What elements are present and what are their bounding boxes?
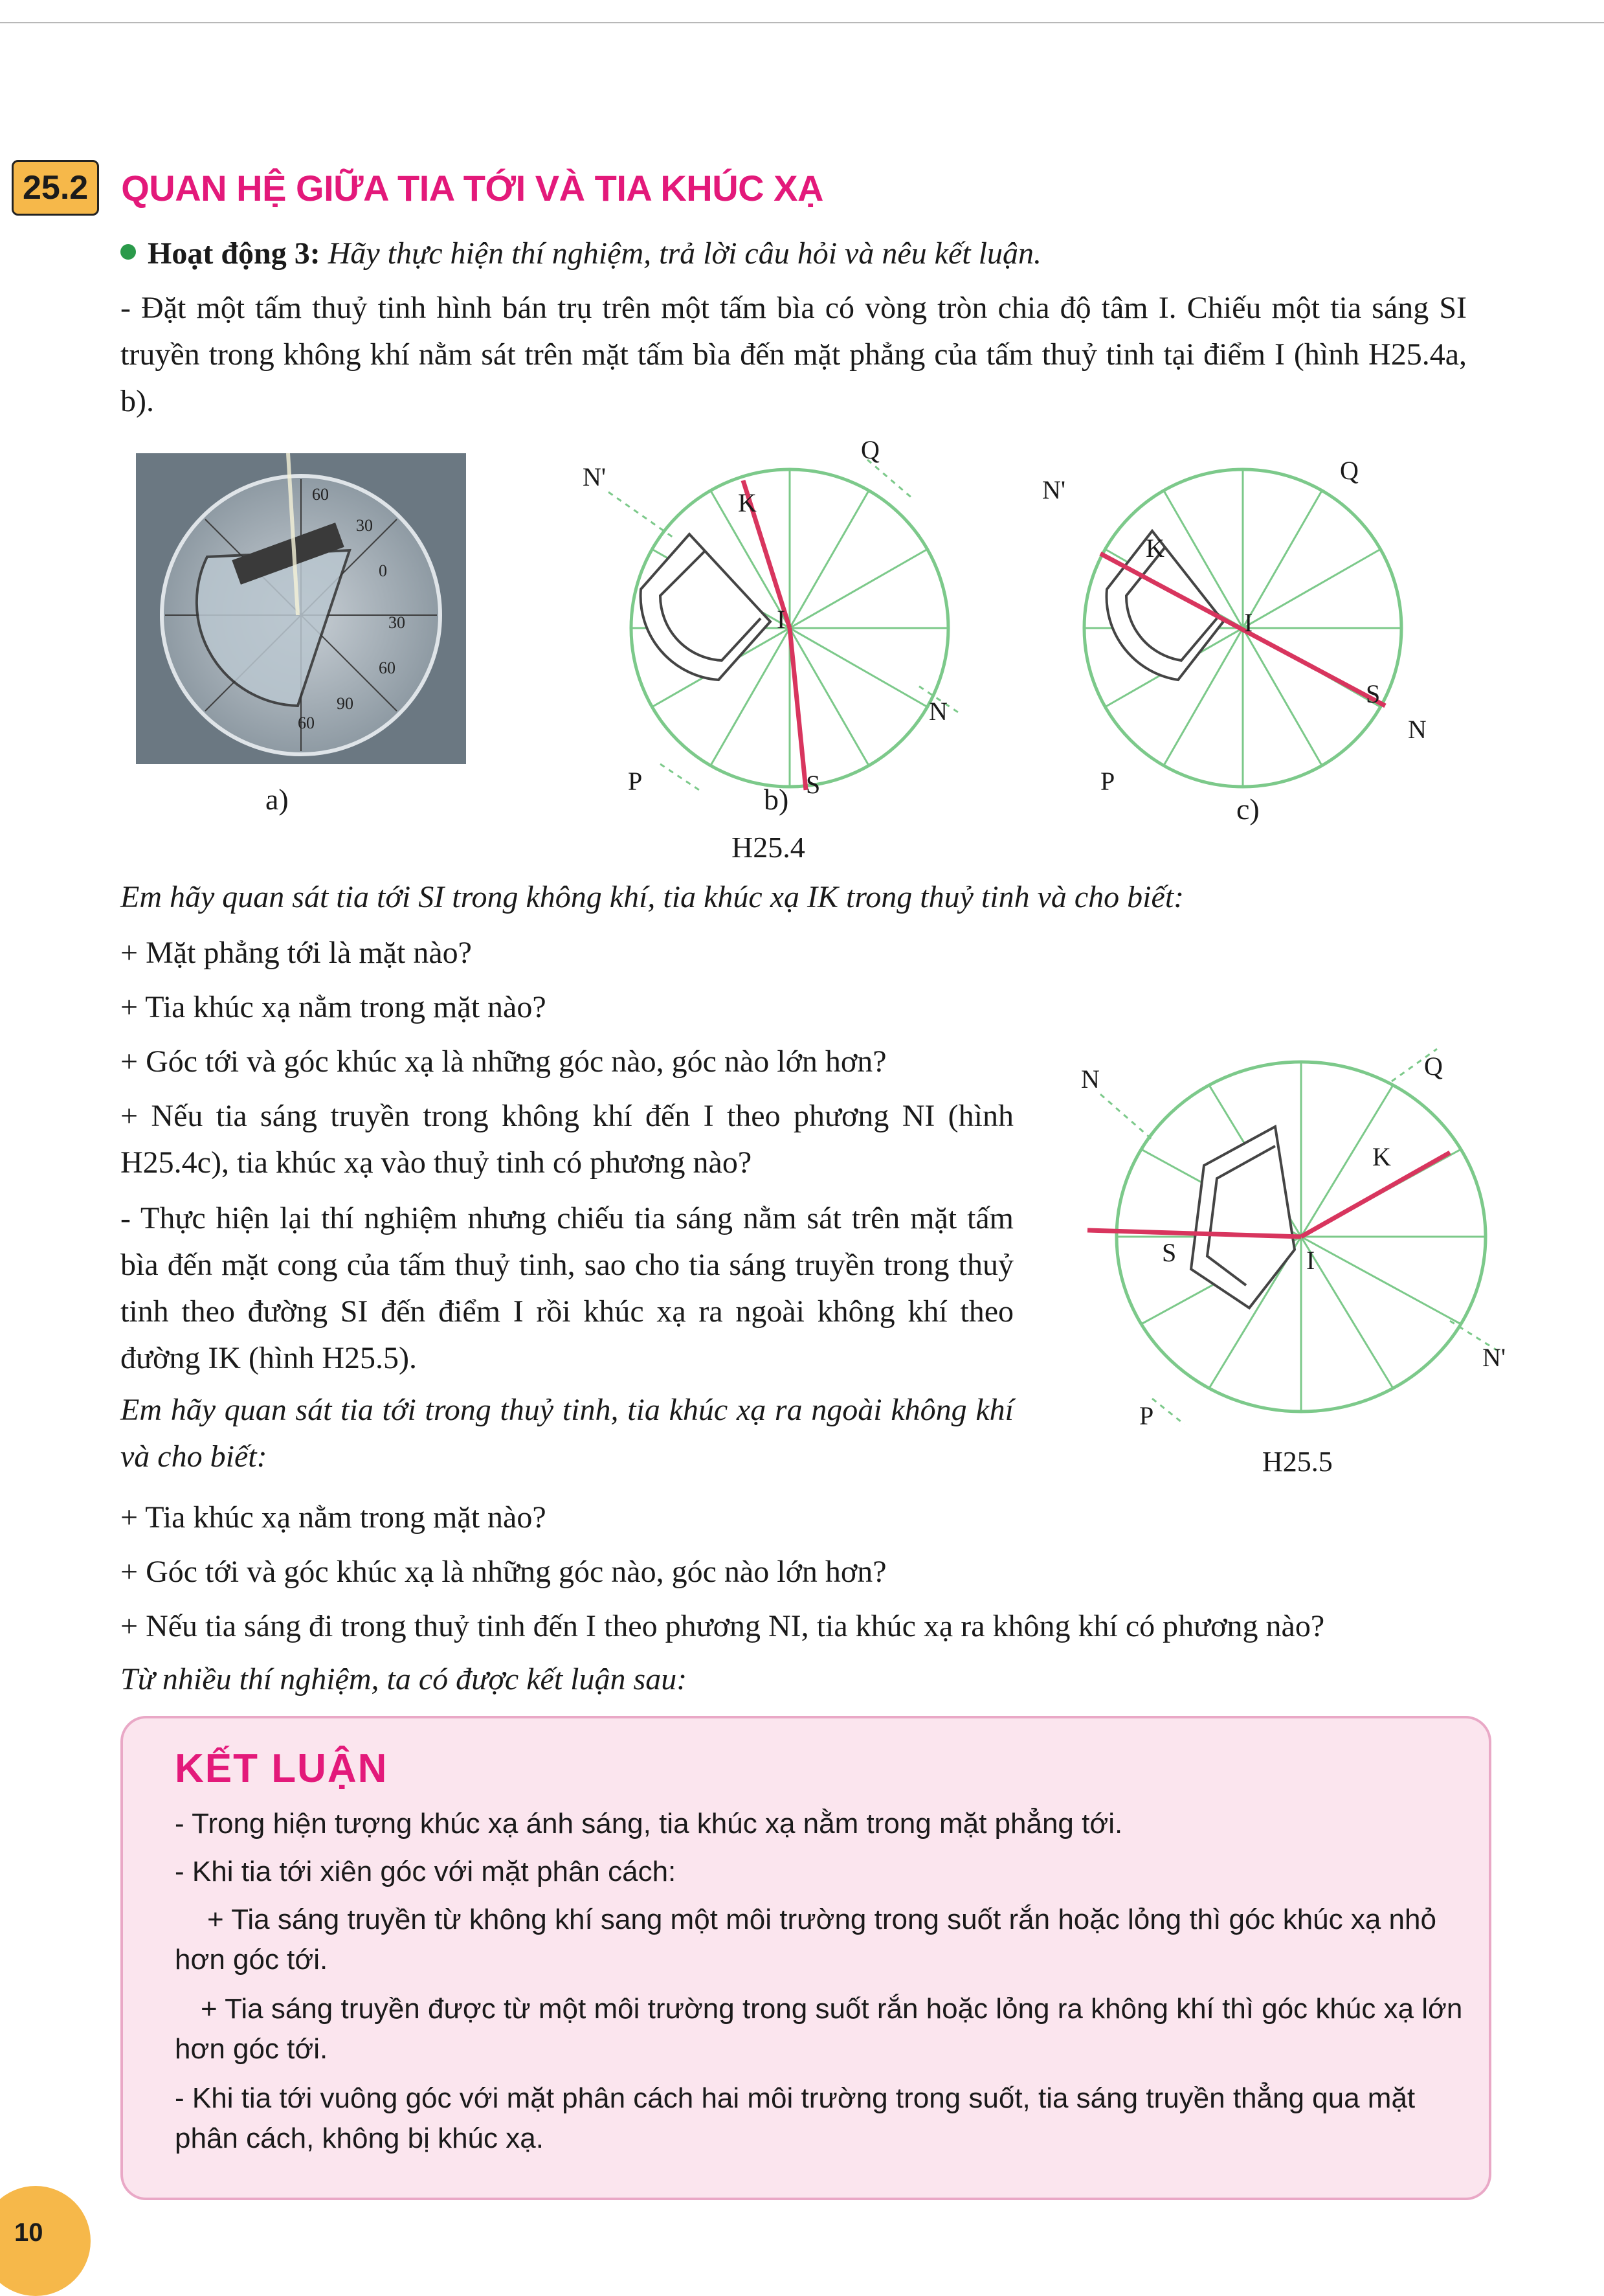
diagram-h25-5 [1023, 1036, 1528, 1489]
point-n: N [1081, 1064, 1100, 1094]
point-q: Q [861, 440, 880, 464]
experiment-photo [136, 453, 466, 764]
point-s: S [1162, 1238, 1177, 1267]
figure-h25-4-caption: H25.4 [731, 831, 805, 864]
scale-mark: 30 [356, 516, 373, 535]
lead-in: Từ nhiều thí nghiệm, ta có được kết luận sau: [120, 1662, 687, 1696]
point-k: K [738, 488, 757, 517]
question-6: + Góc tới và góc khúc xạ là những góc nào, góc nào lớn hơn? [120, 1555, 887, 1589]
question-3: + Góc tới và góc khúc xạ là những góc nào, góc nào lớn hơn? [120, 1044, 887, 1079]
question-7: + Nếu tia sáng đi trong thuỷ tinh đến I theo phương NI, tia khúc xạ ra không khí có phương nào? [120, 1609, 1325, 1643]
point-s: S [806, 770, 821, 799]
glass-block [1191, 1127, 1295, 1308]
diagram-c [1036, 447, 1450, 835]
figure-b-label: b) [764, 783, 789, 816]
point-n: N [1408, 715, 1427, 744]
conclusion-box [120, 1716, 1491, 2200]
point-n-prime: N' [1482, 1343, 1506, 1372]
glass-block [641, 534, 770, 680]
bullet-icon [120, 244, 136, 260]
question-4: + Nếu tia sáng truyền trong không khí đến I theo phương NI (hình H25.4c), tia khúc xạ vào thuỷ tinh có phương nào? [120, 1099, 1014, 1180]
section-number-badge: 25.2 [12, 160, 99, 216]
observe-prompt-1: Em hãy quan sát tia tới SI trong không khí, tia khúc xạ IK trong thuỷ tinh và cho biết: [120, 880, 1185, 914]
glass-block [1106, 531, 1223, 680]
conclusion-line: - Khi tia tới xiên góc với mặt phân cách: [175, 1856, 676, 1887]
point-q: Q [1424, 1052, 1443, 1081]
conclusion-line: + Tia sáng truyền được từ một môi trường trong suốt rắn hoặc lỏng ra không khí thì góc khúc xạ lớn hơn góc tới. [175, 1993, 1463, 2065]
figure-h25-5-caption: H25.5 [1262, 1446, 1333, 1478]
point-i: I [1306, 1246, 1315, 1275]
section-title: QUAN HỆ GIỮA TIA TỚI VÀ TIA KHÚC XẠ [121, 167, 823, 208]
experiment-photo-drawing [136, 453, 466, 764]
point-p: P [628, 767, 643, 796]
page-number-badge [0, 2186, 91, 2296]
conclusion-line: + Tia sáng truyền từ không khí sang một môi trường trong suốt rắn hoặc lỏng thì góc khúc xạ nhỏ hơn góc tới. [175, 1904, 1436, 1975]
diagram-b [570, 440, 1010, 829]
point-n: N [929, 697, 948, 726]
point-i: I [1244, 608, 1253, 637]
point-q: Q [1340, 456, 1359, 485]
point-i: I [777, 605, 786, 634]
point-k: K [1146, 534, 1164, 563]
point-n-prime: N' [1042, 475, 1066, 504]
normal-extension [608, 492, 673, 537]
scale-mark: 0 [379, 561, 387, 580]
section-heading [12, 155, 823, 220]
setup-paragraph: - Đặt một tấm thuỷ tinh hình bán trụ trên một tấm bìa có vòng tròn chia độ tâm I. Chiếu một tia sáng SI truyền trong không khí nằm sát trên mặt tấm bìa đến mặt phẳng của tấm thuỷ tinh tại điểm I (hình H25.4a, b). [120, 291, 1467, 418]
point-s: S [1366, 679, 1381, 708]
page-number: 10 [14, 2218, 43, 2247]
conclusion-title: KẾT LUẬN [175, 1746, 388, 1791]
activity-instruction: Hãy thực hiện thí nghiệm, trả lời câu hỏi và nêu kết luận. [328, 236, 1041, 271]
scale-mark: 30 [388, 613, 405, 632]
conclusion-line: - Khi tia tới vuông góc với mặt phân cách hai môi trường trong suốt, tia sáng truyền thẳng qua mặt phân cách, không bị khúc xạ. [175, 2082, 1416, 2154]
point-k: K [1372, 1142, 1391, 1171]
question-5: + Tia khúc xạ nằm trong mặt nào? [120, 1500, 546, 1535]
scale-mark: 60 [379, 658, 395, 677]
activity-label: Hoạt động 3: [148, 236, 320, 271]
observe-prompt-2: Em hãy quan sát tia tới trong thuỷ tinh, tia khúc xạ ra ngoài không khí và cho biết: [120, 1393, 1014, 1474]
point-n-prime: N' [583, 462, 607, 491]
point-p: P [1100, 767, 1115, 796]
scale-mark: 90 [337, 694, 353, 713]
activity-line [120, 231, 1467, 277]
question-2: + Tia khúc xạ nằm trong mặt nào? [120, 990, 546, 1024]
figure-a-label: a) [265, 783, 289, 816]
question-1: + Mặt phẳng tới là mặt nào? [120, 936, 472, 970]
top-rule [0, 22, 1604, 23]
figure-c-label: c) [1236, 793, 1260, 826]
conclusion-line: - Trong hiện tượng khúc xạ ánh sáng, tia khúc xạ nằm trong mặt phẳng tới. [175, 1808, 1123, 1840]
point-p: P [1139, 1401, 1154, 1430]
scale-mark: 60 [298, 714, 315, 732]
scale-mark: 60 [312, 485, 329, 504]
repeat-experiment-paragraph: - Thực hiện lại thí nghiệm nhưng chiếu tia sáng nằm sát trên mặt tấm bìa đến mặt cong của tấm thuỷ tinh, sao cho tia sáng truyền trong thuỷ tinh theo đường SI đến điểm I rồi khúc xạ ra ngoài không khí theo đường IK (hình H25.5). [120, 1201, 1014, 1375]
